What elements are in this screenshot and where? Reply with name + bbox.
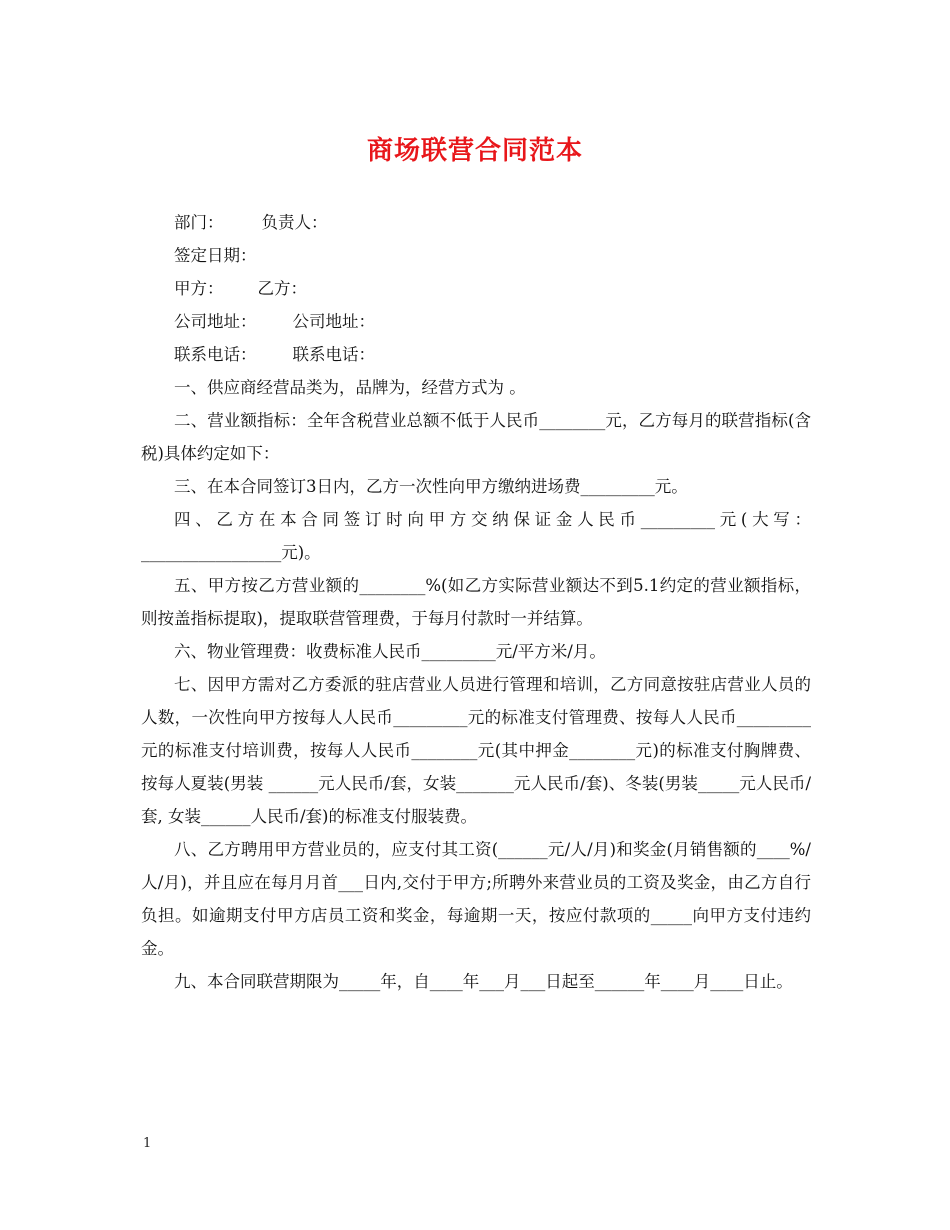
page-number: 1 [143, 1136, 152, 1151]
header-line-parties [141, 272, 811, 305]
address-b-label: 公司地址： [292, 312, 375, 331]
party-a-label: 甲方： [174, 279, 224, 298]
party-b-label: 乙方： [257, 279, 307, 298]
clause-8: 八、乙方聘用甲方营业员的，应支付其工资(______元/人/月)和奖金(月销售额的____%/人/月)，并且应在每月月首___日内,交付于甲方;所聘外来营业员的工资及奖金，由乙方自行负担。如逾期支付甲方店员工资和奖金，每逾期一天，按应付款项的_____向甲方支付违约金。 [141, 840, 811, 958]
document-body [141, 206, 811, 998]
dept-label: 部门： [174, 213, 224, 232]
header-line-phone [141, 338, 811, 371]
clause-6: 六、物业管理费：收费标准人民币_________元/平方米/月。 [174, 642, 606, 661]
clause-5: 五、甲方按乙方营业额的________%(如乙方实际营业额达不到5.1约定的营业额指标，则按盖指标提取)，提取联营管理费，于每月付款时一并结算。 [141, 576, 811, 628]
owner-label: 负责人： [261, 213, 328, 232]
sign-date-label: 签定日期： [174, 246, 257, 265]
document-title: 商场联营合同范本 [366, 136, 583, 166]
clause-9: 九、本合同联营期限为_____年，自____年___月___日起至______年____月____日止。 [174, 972, 793, 991]
clause-2: 二、营业额指标：全年含税营业总额不低于人民币________元，乙方每月的联营指标(含税)具体约定如下： [141, 411, 811, 463]
address-a-label: 公司地址： [174, 312, 257, 331]
header-line-dept [141, 206, 811, 239]
clause-3: 三、在本合同签订3日内，乙方一次性向甲方缴纳进场费_________元。 [174, 477, 688, 496]
phone-a-label: 联系电话： [174, 345, 257, 364]
clause-7: 七、因甲方需对乙方委派的驻店营业人员进行管理和培训，乙方同意按驻店营业人员的人数，一次性向甲方按每人人民币_________元的标准支付管理费、按每人人民币_________元的标准支付培训费，按每人人民币________元(其中押金________元)的标准支付胸牌费、按每人夏装(男装 ______元人民币/套，女装_______元人民币/套)、冬装(男装_____元人民币/套, 女装______人民币/套)的标准支付服装费。 [141, 675, 811, 826]
clause-1: 一、供应商经营品类为，品牌为，经营方式为 。 [174, 378, 526, 397]
header-line-address [141, 305, 811, 338]
clause-4: 四、乙方在本合同签订时向甲方交纳保证金人民币_________元(大写：_________________元)。 [141, 510, 811, 562]
header-line-sign-date [141, 239, 811, 272]
phone-b-label: 联系电话： [292, 345, 375, 364]
